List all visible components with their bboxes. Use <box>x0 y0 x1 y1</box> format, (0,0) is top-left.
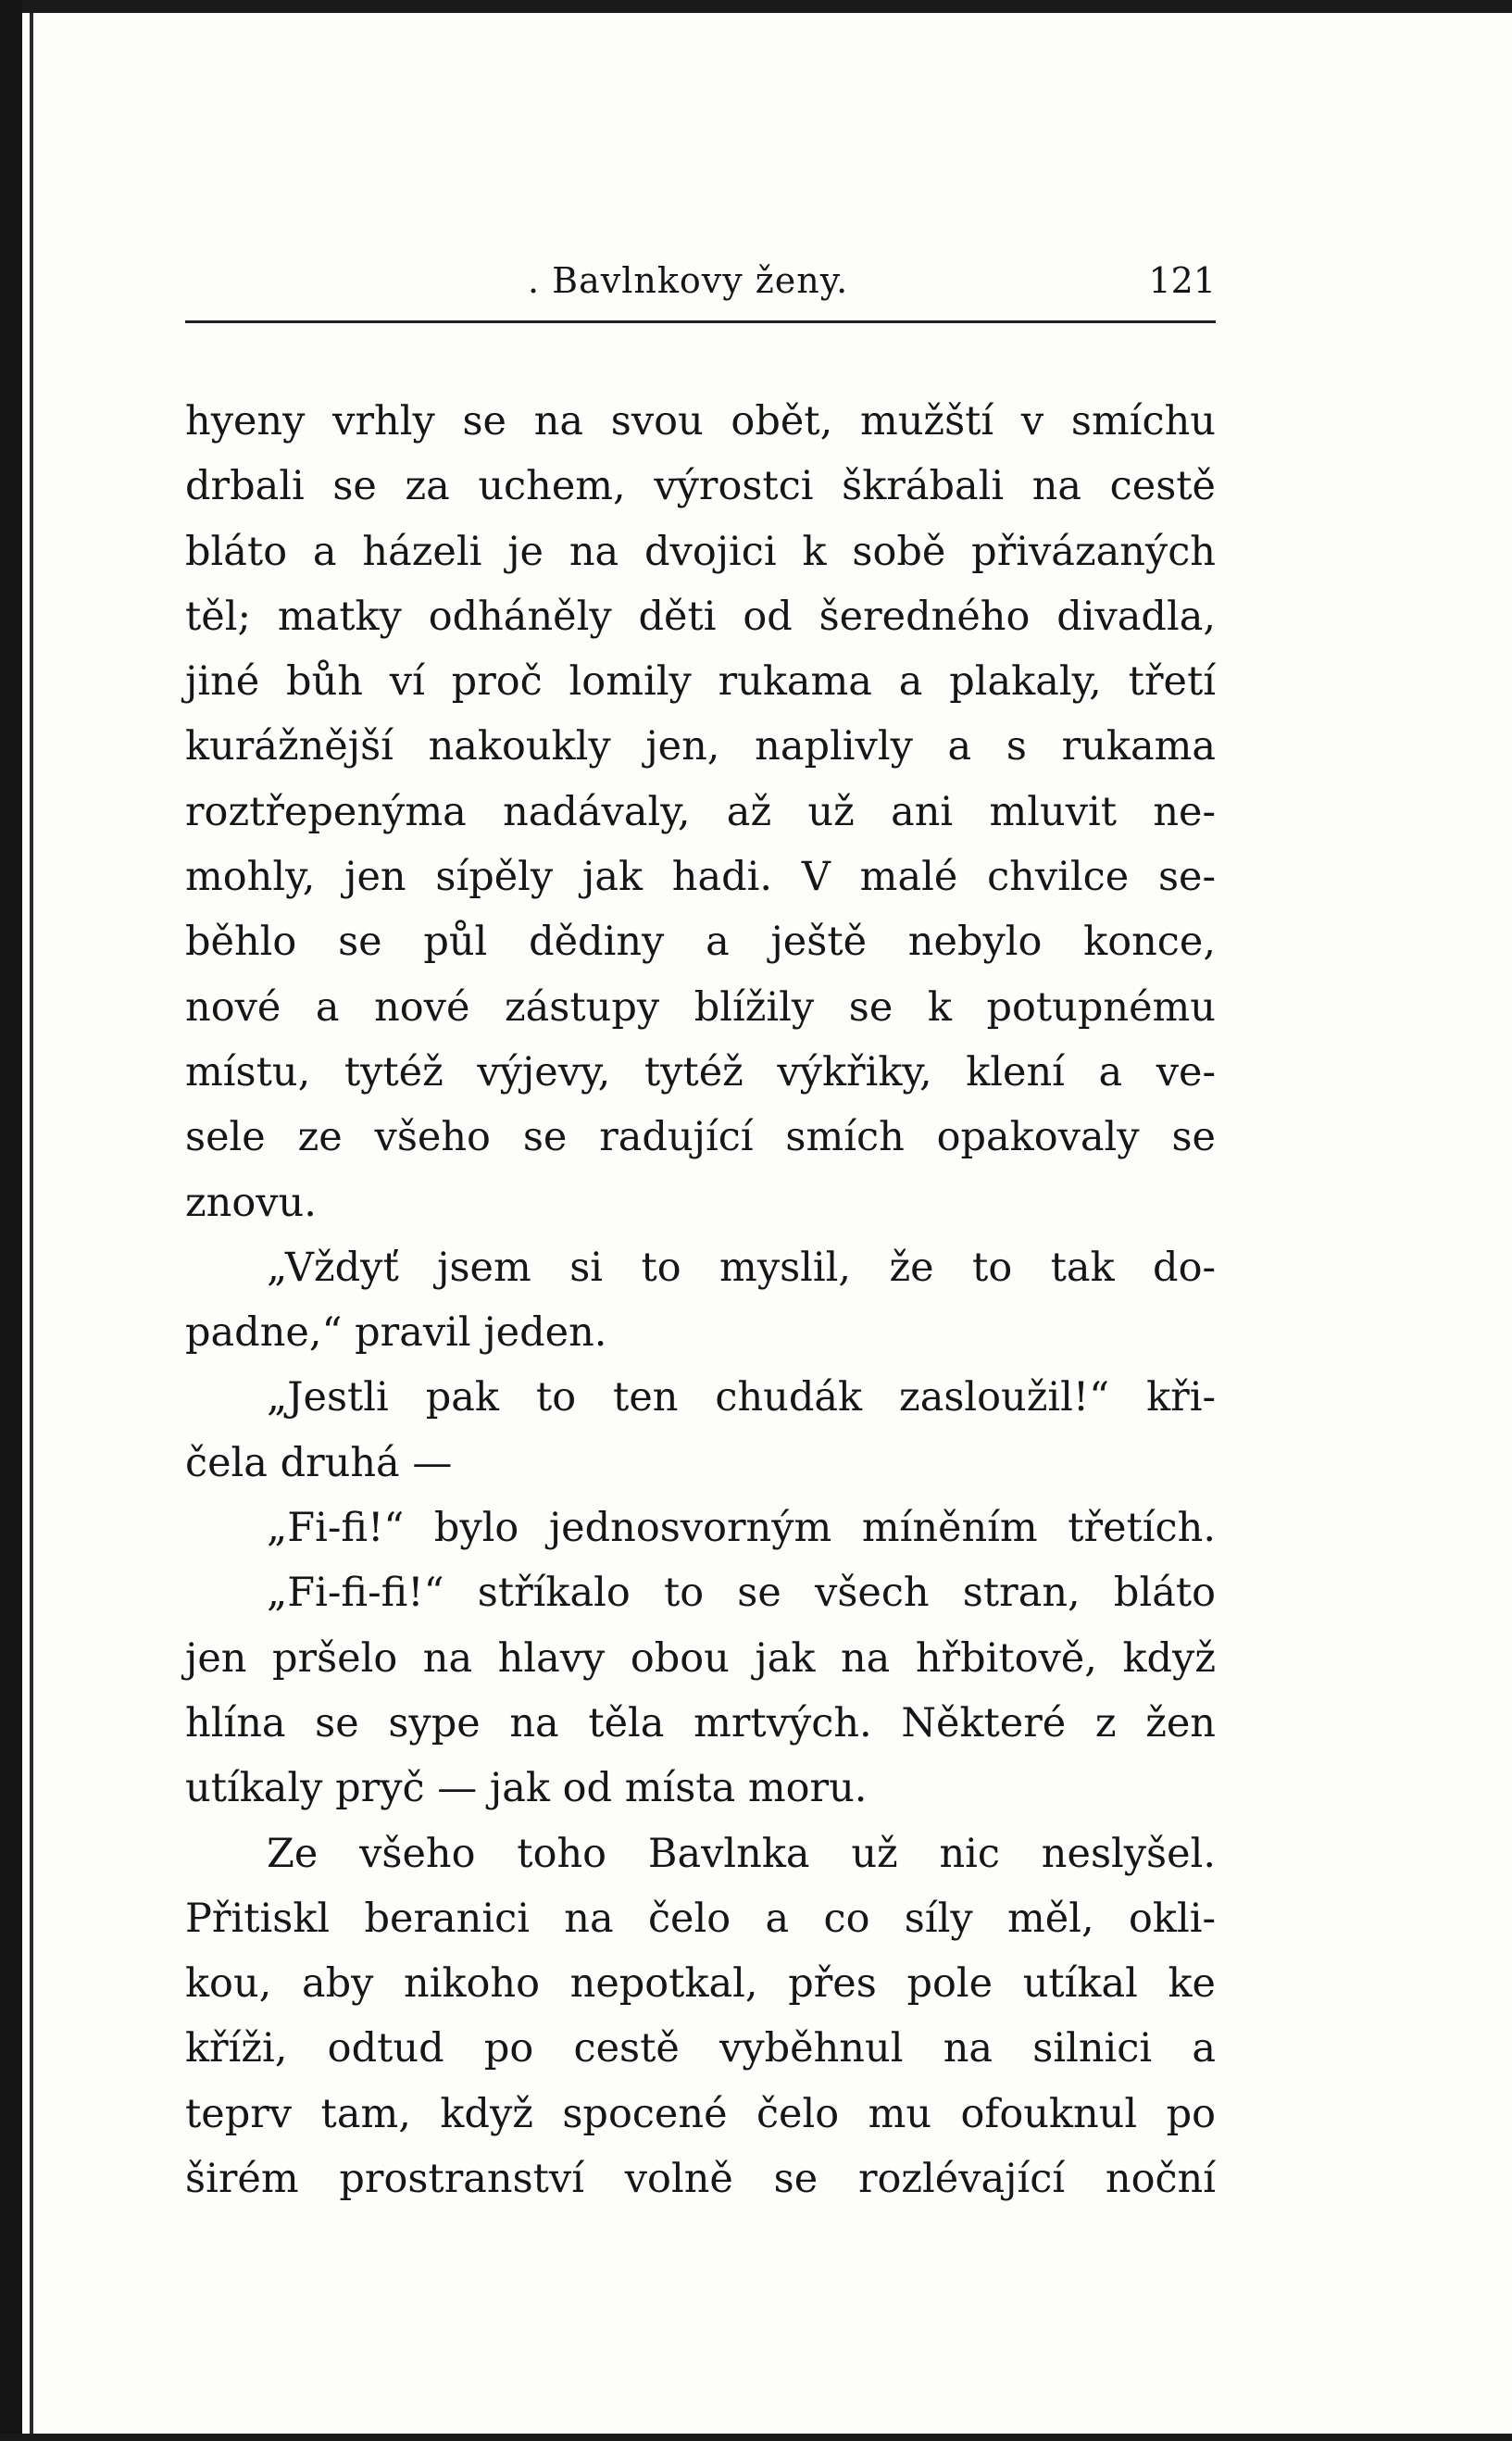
paragraph-first-line: „Fi-fi!“ bylo jednosvorným míněním třetích. <box>267 1505 1216 1552</box>
header-rule <box>185 320 1216 323</box>
text-line: širém prostranství volně se rozlévající noční <box>185 2156 1216 2203</box>
text-line: mohly, jen sípěly jak hadi. V malé chvilce se- <box>185 854 1216 901</box>
paragraph-first-line: „Vždyť jsem si to myslil, že to tak do- <box>267 1244 1216 1291</box>
scan-binding-line <box>30 13 33 2441</box>
text-line: běhlo se půl dědiny a ještě nebylo konce, <box>185 919 1216 966</box>
paragraph-end-line: padne,“ pravil jeden. <box>185 1309 607 1357</box>
text-line: hlína se sype na těla mrtvých. Některé z žen <box>185 1699 1216 1746</box>
text-line: bláto a házeli je na dvojici k sobě přivázaných <box>185 528 1216 575</box>
text-line: kou, aby nikoho nepotkal, přes pole utíkal ke <box>185 1960 1216 2008</box>
text-line: sele ze všeho se radující smích opakovaly se <box>185 1114 1216 1161</box>
paragraph-end-line: utíkaly pryč — jak od místa moru. <box>185 1765 868 1812</box>
text-line: místu, tytéž výjevy, tytéž výkřiky, klení a ve- <box>185 1048 1216 1095</box>
paragraph-end-line: znovu. <box>185 1179 317 1226</box>
scan-top-edge <box>0 0 1512 13</box>
text-line: jiné bůh ví proč lomily rukama a plakaly, třetí <box>185 658 1216 706</box>
text-line: teprv tam, když spocené čelo mu ofouknul po <box>185 2090 1216 2137</box>
paragraph-first-line: „Fi-fi-fi!“ stříkalo to se všech stran, bláto <box>267 1570 1216 1617</box>
running-title: . Bavlnkovy ženy. <box>528 260 849 301</box>
page-header <box>185 257 1216 304</box>
text-line: Přitiskl beranici na čelo a co síly měl, okli- <box>185 1895 1216 1942</box>
paragraph-end-line: čela druhá — <box>185 1439 453 1486</box>
page-number: 121 <box>1148 260 1216 301</box>
paragraph-first-line: „Jestli pak to ten chudák zasloužil!“ kři- <box>267 1374 1216 1421</box>
text-line: jen pršelo na hlavy obou jak na hřbitově, když <box>185 1634 1216 1682</box>
paragraph-first-line: Ze všeho toho Bavlnka už nic neslyšel. <box>267 1830 1216 1877</box>
scan-left-edge <box>0 0 22 2441</box>
scan-bottom-edge <box>0 2434 1512 2441</box>
text-line: drbali se za uchem, výrostci škrábali na cestě <box>185 463 1216 510</box>
text-line: kříži, odtud po cestě vyběhnul na silnici a <box>185 2025 1216 2072</box>
text-line: hyeny vrhly se na svou obět, mužští v smíchu <box>185 398 1216 444</box>
text-line: těl; matky odháněly děti od šeredného divadla, <box>185 593 1216 640</box>
body-text <box>185 389 1216 2211</box>
text-line: nové a nové zástupy blížily se k potupnému <box>185 983 1216 1031</box>
text-line: kurážnější nakoukly jen, naplivly a s rukama <box>185 723 1216 770</box>
text-line: roztřepenýma nadávaly, až už ani mluvit ne- <box>185 788 1216 835</box>
